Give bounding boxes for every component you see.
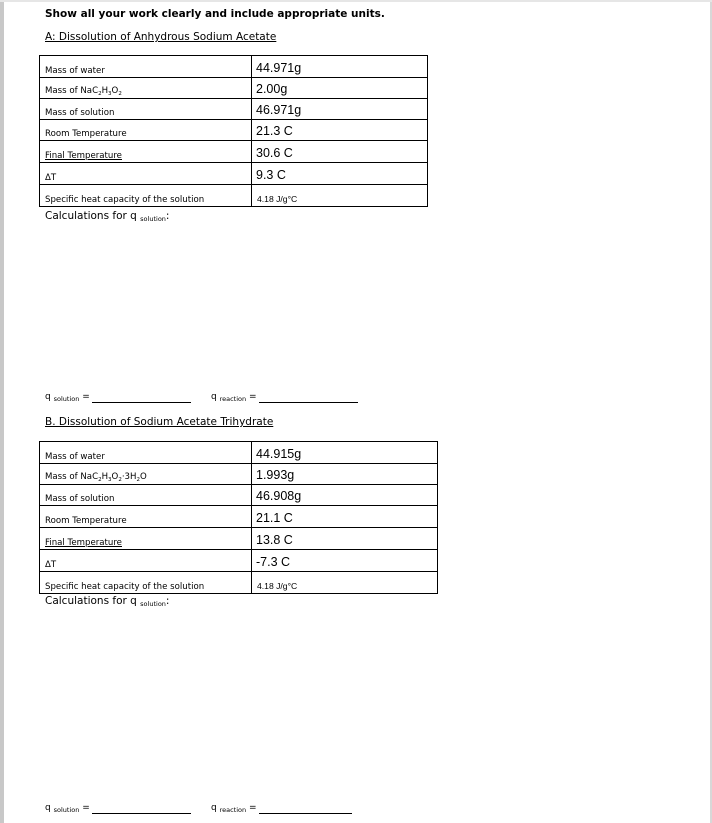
section-a-q-reaction-blank[interactable] — [259, 402, 358, 403]
mass-solution-label: Mass of solution — [40, 485, 252, 506]
section-b-table — [39, 441, 438, 594]
mass-water-value: 44.971g — [252, 56, 428, 78]
delta-t-value: 9.3 C — [252, 163, 428, 185]
section-b-title: B. Dissolution of Sodium Acetate Trihydrate — [45, 416, 274, 428]
table-row — [40, 572, 438, 594]
section-b-q-reaction: q $_{reaction}$ = — [211, 803, 257, 814]
mass-salt-value: 2.00g — [252, 78, 428, 99]
mass-water-label: Mass of water — [40, 56, 252, 78]
table-row — [40, 185, 428, 207]
section-a-q-solution: q $_{solution}$ = — [45, 392, 90, 403]
heat-capacity-label: Specific heat capacity of the solution — [40, 185, 252, 207]
table-row — [40, 528, 438, 550]
table-row — [40, 141, 428, 163]
delta-t-value: -7.3 C — [252, 550, 438, 572]
heat-capacity-value: 4.18 J/g°C — [252, 572, 438, 594]
mass-water-label: Mass of water — [40, 442, 252, 464]
table-row — [40, 506, 438, 528]
room-temp-label: Room Temperature — [40, 120, 252, 141]
delta-t-label: ΔT — [40, 550, 252, 572]
heat-capacity-label: Specific heat capacity of the solution — [40, 572, 252, 594]
section-a-q-reaction: q $_{reaction}$ = — [211, 392, 257, 403]
final-temp-label: Final Temperature — [40, 141, 252, 163]
section-a-table — [39, 55, 428, 207]
section-a-title: A: Dissolution of Anhydrous Sodium Acetate — [45, 31, 277, 43]
table-row — [40, 163, 428, 185]
final-temp-value: 30.6 C — [252, 141, 428, 163]
mass-solution-label: Mass of solution — [40, 99, 252, 120]
mass-solution-value: 46.971g — [252, 99, 428, 120]
mass-salt-value: 1.993g — [252, 464, 438, 485]
heat-capacity-value: 4.18 J/g°C — [252, 185, 428, 207]
final-temp-value: 13.8 C — [252, 528, 438, 550]
section-b-q-reaction-blank[interactable] — [259, 813, 352, 814]
section-b-calc-label: Calculations for q $_{solution}$: — [45, 595, 170, 608]
instructions: Show all your work clearly and include appropriate units. — [45, 8, 385, 20]
table-row — [40, 78, 428, 99]
mass-salt-label: Mass of $NaC_2H_3O_2$ — [40, 78, 252, 99]
section-b-q-solution-blank[interactable] — [92, 813, 191, 814]
page-left-edge — [0, 0, 4, 823]
room-temp-value: 21.1 C — [252, 506, 438, 528]
mass-salt-label: Mass of $NaC_2H_3O_2\cdot 3H_2O$ — [40, 464, 252, 485]
table-row — [40, 550, 438, 572]
section-a-q-solution-blank[interactable] — [92, 402, 191, 403]
table-row — [40, 442, 438, 464]
final-temp-label: Final Temperature — [40, 528, 252, 550]
mass-water-value: 44.915g — [252, 442, 438, 464]
room-temp-value: 21.3 C — [252, 120, 428, 141]
delta-t-label: ΔT — [40, 163, 252, 185]
table-row — [40, 485, 438, 506]
page-top-edge — [0, 0, 712, 2]
mass-solution-value: 46.908g — [252, 485, 438, 506]
section-a-calc-label: Calculations for q $_{solution}$: — [45, 210, 170, 223]
table-row — [40, 120, 428, 141]
section-b-q-solution: q $_{solution}$ = — [45, 803, 90, 814]
room-temp-label: Room Temperature — [40, 506, 252, 528]
table-row — [40, 464, 438, 485]
table-row — [40, 99, 428, 120]
table-row — [40, 56, 428, 78]
